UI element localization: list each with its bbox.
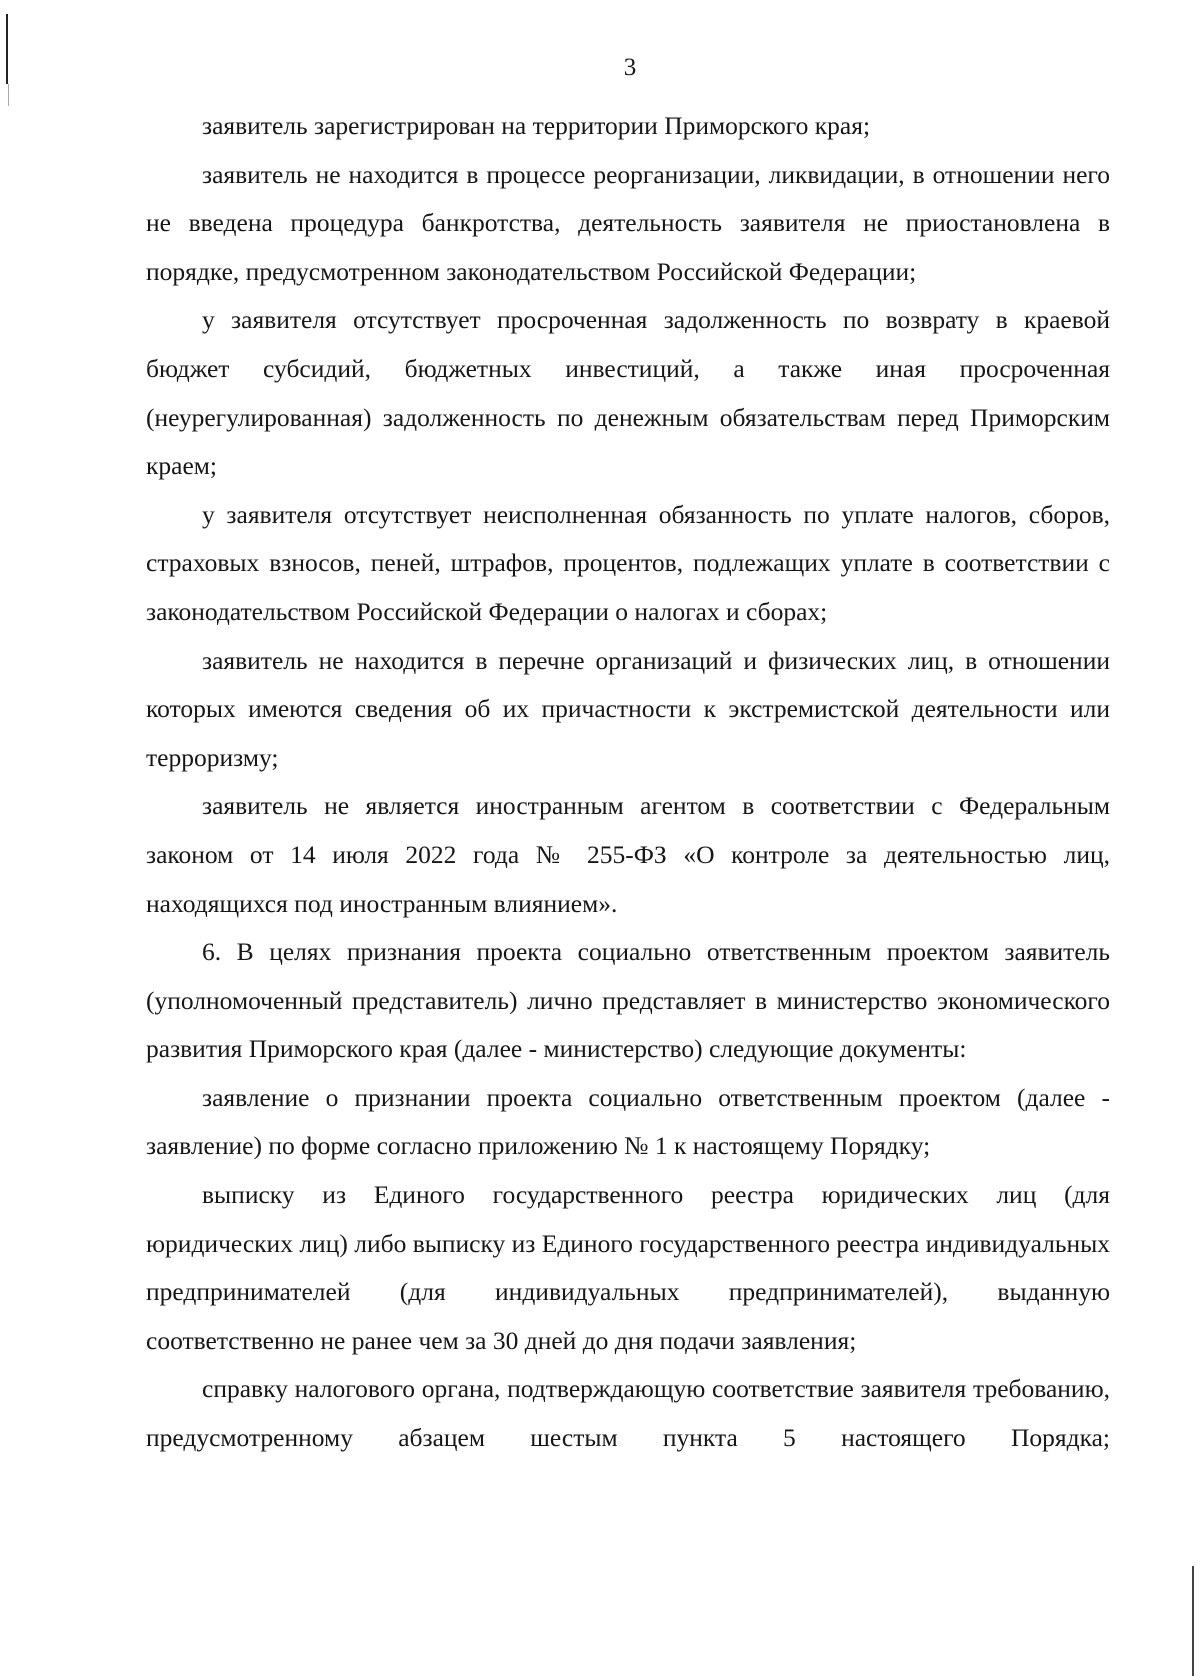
paragraph: заявитель не находится в процессе реорганизации, ликвидации, в отношении него не введена процедура банкротства, деятельность заявителя не приостановлена в порядке, предусмотренном законодательством Российской Федерации; xyxy=(146,159,1110,286)
scan-edge-mark xyxy=(8,84,9,106)
paragraph: выписку из Единого государственного реестра юридических лиц (для юридических лиц) либо выписку из Единого государственного реестра индивидуальных предпринимателей (для индивидуальных предпринимателей), выданную соответственно не ранее чем за 30 дней до дня подачи заявления; xyxy=(146,1180,1110,1355)
paragraph: справку налогового органа, подтверждающую соответствие заявителя требованию, предусмотренному абзацем шестым пункта 5 настоящего Порядка; xyxy=(146,1374,1110,1453)
paragraph: заявление о признании проекта социально ответственным проектом (далее - заявление) по форме согласно приложению № 1 к настоящему Порядку; xyxy=(146,1082,1110,1161)
document-body xyxy=(146,102,1110,1463)
paragraph: заявитель зарегистрирован на территории Приморского края; xyxy=(202,111,871,140)
paragraph: у заявителя отсутствует неисполненная обязанность по уплате налогов, сборов, страховых взносов, пеней, штрафов, процентов, подлежащих уплате в соответствии с законодательством Российской Федерации о налогах и сборах; xyxy=(146,499,1110,626)
paragraph: заявитель не находится в перечне организаций и физических лиц, в отношении которых имеются сведения об их причастности к экстремистской деятельности или терроризму; xyxy=(146,645,1110,772)
scan-edge-mark xyxy=(1192,1566,1194,1676)
paragraph: заявитель не является иностранным агентом в соответствии с Федеральным законом от 14 июля 2022 года № 255-ФЗ «О контроле за деятельностью лиц, находящихся под иностранным влиянием». xyxy=(146,791,1110,918)
paragraph: у заявителя отсутствует просроченная задолженность по возврату в краевой бюджет субсидий, бюджетных инвестиций, а также иная просроченная (неурегулированная) задолженность по денежным обязательствам перед Приморским краем; xyxy=(146,305,1110,481)
page-number: 3 xyxy=(623,54,637,81)
paragraph: 6. В целях признания проекта социально ответственным проектом заявитель (уполномоченный представитель) лично представляет в министерство экономического развития Приморского края (далее - министерство) следующие документы: xyxy=(146,937,1110,1064)
